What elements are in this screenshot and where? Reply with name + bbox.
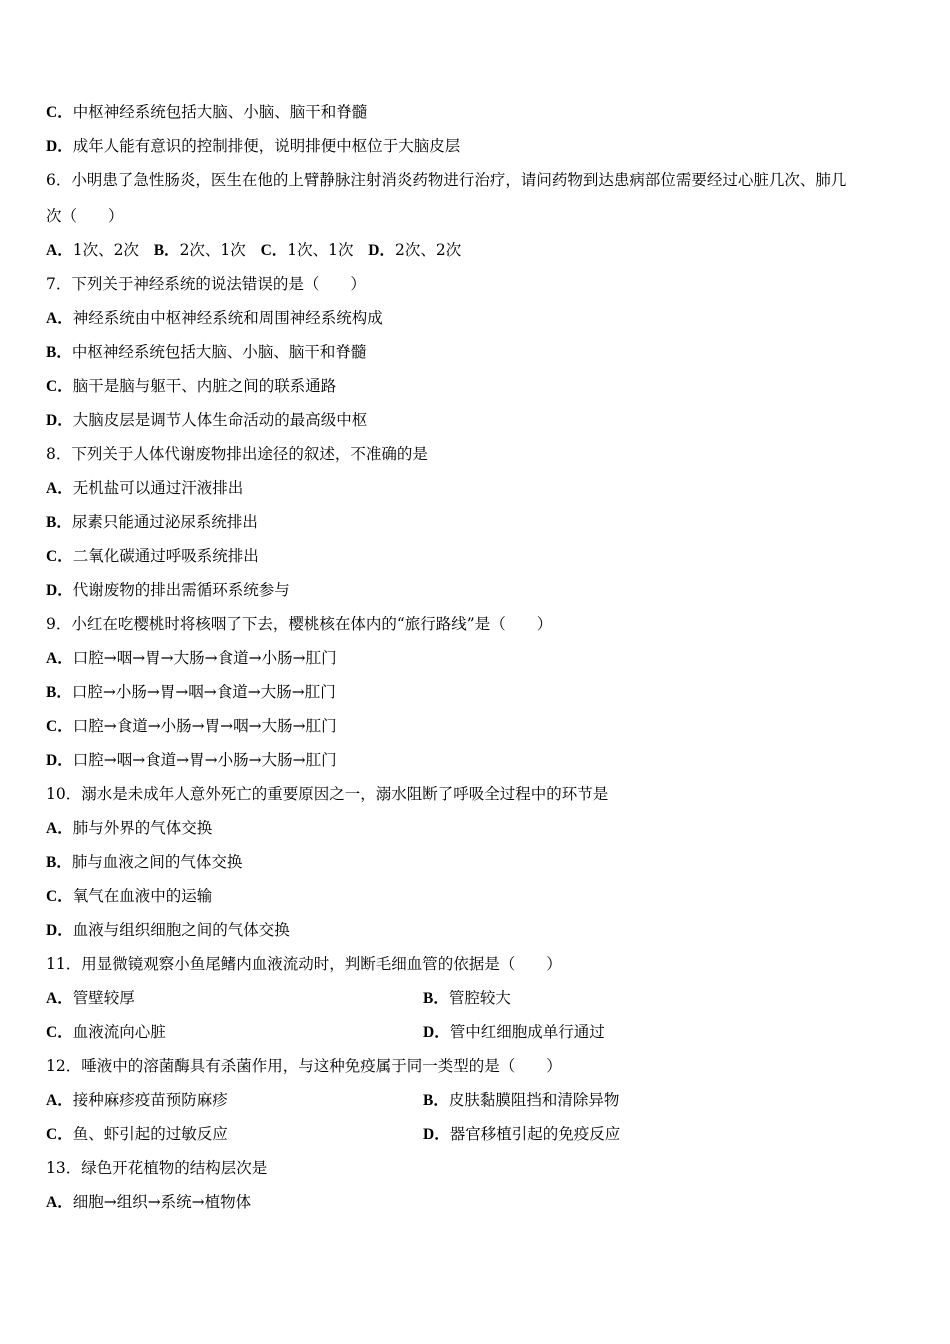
option-label: B． xyxy=(423,990,449,1007)
option-label: B． xyxy=(46,514,72,531)
option-text: 大脑皮层是调节人体生命活动的最高级中枢 xyxy=(72,411,368,429)
option-line xyxy=(46,546,910,567)
option-line xyxy=(46,852,910,873)
option-line xyxy=(46,308,910,329)
question-12: 12．唾液中的溶菌酶具有杀菌作用，与这种免疫属于同一类型的是（ ） xyxy=(46,1057,562,1075)
question-8: 8．下列关于人体代谢废物排出途径的叙述，不准确的是 xyxy=(46,445,428,463)
option-text: 血液与组织细胞之间的气体交换 xyxy=(72,921,290,939)
question-7: 7．下列关于神经系统的说法错误的是（ ） xyxy=(46,275,366,293)
question-6: 6．小明患了急性肠炎，医生在他的上臂静脉注射消炎药物进行治疗，请问药物到达患病部位需要经过心脏几次、肺几 xyxy=(46,171,847,189)
option-text: 肺与外界的气体交换 xyxy=(72,819,213,837)
option-text: 神经系统由中枢神经系统和周围神经系统构成 xyxy=(72,309,383,327)
option-line xyxy=(46,102,910,123)
option-label: D． xyxy=(46,412,73,429)
option-line xyxy=(46,136,910,157)
option-line xyxy=(46,1124,910,1145)
option-line xyxy=(46,716,910,737)
option-label: D． xyxy=(46,922,73,939)
option-label: D． xyxy=(423,1024,450,1041)
option-text: 氧气在血液中的运输 xyxy=(72,887,213,905)
option-label: D． xyxy=(368,242,395,259)
question-9: 9．小红在吃樱桃时将核咽了下去，樱桃核在体内的“旅行路线”是（ ） xyxy=(46,615,553,633)
option-text: 2次、2次 xyxy=(395,241,462,259)
option-text: 脑干是脑与躯干、内脏之间的联系通路 xyxy=(72,377,337,395)
option-line xyxy=(46,1090,910,1111)
option-column-2 xyxy=(423,988,511,1009)
option-label: C． xyxy=(46,1024,73,1041)
option-line xyxy=(46,342,910,363)
option-text: 口腔→小肠→胃→咽→食道→大肠→肛门 xyxy=(71,683,336,701)
option-label: D． xyxy=(46,752,73,769)
option-text: 2次、1次 xyxy=(179,241,246,259)
option-label: B． xyxy=(46,854,72,871)
option-column-2 xyxy=(423,1022,605,1043)
option-text: 口腔→咽→胃→大肠→食道→小肠→肛门 xyxy=(72,649,337,667)
option-label: A． xyxy=(46,242,73,259)
option-label: C． xyxy=(46,104,73,121)
option-text: 管腔较大 xyxy=(448,989,511,1007)
option-column-2 xyxy=(423,1124,620,1145)
option-text: 鱼、虾引起的过敏反应 xyxy=(72,1125,228,1143)
option-label: B． xyxy=(46,344,72,361)
question-13: 13．绿色开花植物的结构层次是 xyxy=(46,1159,268,1177)
option-line xyxy=(46,478,910,499)
option-text: 中枢神经系统包括大脑、小脑、脑干和脊髓 xyxy=(72,103,368,121)
option-label: B． xyxy=(46,684,72,701)
option-text: 无机盐可以通过汗液排出 xyxy=(72,479,244,497)
option-text: 尿素只能通过泌尿系统排出 xyxy=(71,513,258,531)
option-text: 二氧化碳通过呼吸系统排出 xyxy=(72,547,259,565)
option-text: 皮肤黏膜阻挡和清除异物 xyxy=(448,1091,620,1109)
option-text: 器官移植引起的免疫反应 xyxy=(449,1125,621,1143)
option-label: D． xyxy=(46,138,73,155)
option-line xyxy=(46,512,910,533)
option-label: D． xyxy=(46,582,73,599)
option-label: C． xyxy=(46,1126,73,1143)
option-line xyxy=(46,886,910,907)
option-label: A． xyxy=(46,1194,73,1211)
option-line xyxy=(46,580,910,601)
option-label: B． xyxy=(153,242,180,259)
option-line xyxy=(46,1022,910,1043)
option-text: 管壁较厚 xyxy=(72,989,135,1007)
option-label: C． xyxy=(46,378,73,395)
option-label: D． xyxy=(423,1126,450,1143)
option-text: 接种麻疹疫苗预防麻疹 xyxy=(72,1091,228,1109)
option-text: 中枢神经系统包括大脑、小脑、脑干和脊髓 xyxy=(71,343,367,361)
option-label: B． xyxy=(423,1092,449,1109)
option-text: 口腔→咽→食道→胃→小肠→大肠→肛门 xyxy=(72,751,337,769)
option-text: 口腔→食道→小肠→胃→咽→大肠→肛门 xyxy=(72,717,337,735)
option-line xyxy=(46,376,910,397)
option-label: C． xyxy=(46,718,73,735)
option-line xyxy=(46,682,910,703)
option-label: C． xyxy=(260,242,288,259)
option-line xyxy=(46,648,910,669)
question-11: 11．用显微镜观察小鱼尾鳍内血液流动时，判断毛细血管的依据是（ ） xyxy=(46,955,562,973)
option-text: 管中红细胞成单行通过 xyxy=(449,1023,605,1041)
option-label: A． xyxy=(46,310,73,327)
option-line xyxy=(46,750,910,771)
option-label: C． xyxy=(46,548,73,565)
question-6-continuation: 次（ ） xyxy=(46,207,124,225)
option-line xyxy=(46,1192,910,1213)
question-6-options xyxy=(46,240,910,261)
option-text: 血液流向心脏 xyxy=(72,1023,166,1041)
option-column-2 xyxy=(423,1090,619,1111)
option-line xyxy=(46,920,910,941)
option-line xyxy=(46,988,910,1009)
option-text: 1次、1次 xyxy=(287,241,354,259)
option-text: 成年人能有意识的控制排便，说明排便中枢位于大脑皮层 xyxy=(72,137,461,155)
option-text: 1次、2次 xyxy=(72,241,139,259)
option-text: 代谢废物的排出需循环系统参与 xyxy=(72,581,290,599)
option-line xyxy=(46,818,910,839)
question-10: 10．溺水是未成年人意外死亡的重要原因之一，溺水阻断了呼吸全过程中的环节是 xyxy=(46,785,609,803)
option-label: A． xyxy=(46,820,73,837)
option-line xyxy=(46,410,910,431)
option-label: A． xyxy=(46,650,73,667)
option-text: 细胞→组织→系统→植物体 xyxy=(72,1193,252,1211)
option-label: A． xyxy=(46,1092,73,1109)
option-text: 肺与血液之间的气体交换 xyxy=(71,853,243,871)
option-label: A． xyxy=(46,480,73,497)
option-label: C． xyxy=(46,888,73,905)
option-label: A． xyxy=(46,990,73,1007)
